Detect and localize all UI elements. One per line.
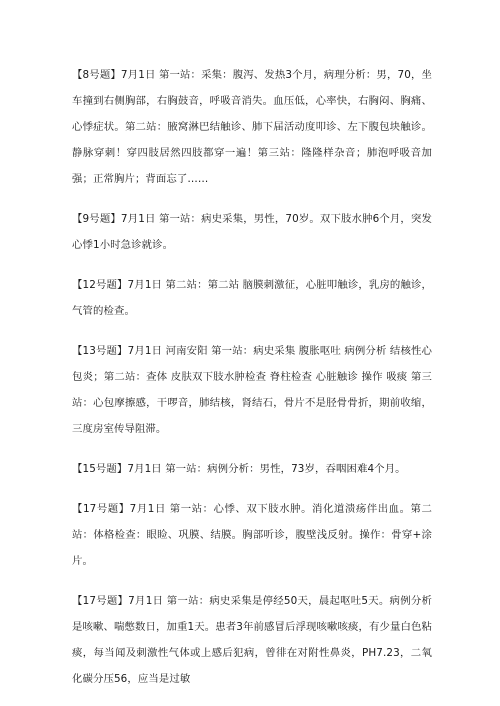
entry-text: 【17号题】7月1日 第一站：病史采集是停经50天，晨起呕吐5天。病例分析是咳嗽、喘憋数日，加重1天。患者3年前感冒后浮现咳嗽咳痰，有少量白色粘痰，每当闻及刺激性气体或上感后犯病，曾徘在对附性鼻炎，PH7.23，二氧化碳分压56，应当是过敏 (72, 595, 432, 685)
entry-15 (72, 456, 432, 482)
entry-list (72, 62, 432, 706)
entry-8 (72, 62, 432, 192)
entry-text: 【9号题】7月1日 第一站：病史采集，男性，70岁。双下肢水肿6个月，突发心悸1小时急诊就诊。 (72, 213, 432, 251)
entry-9 (72, 206, 432, 258)
entry-text: 【8号题】7月1日 第一站：采集：腹泻、发热3个月，病理分析：男，70，坐车撞到右侧胸部，右胸鼓音，呼吸音消失。血压低，心率快，右胸闷、胸痛、心悸症状。第二站：腋窝淋巴结触诊、肺下届活动度叩诊、左下腹包块触诊。静脉穿刺！穿四肢居然四肢都穿一遍！第三站：隆隆样杂音；肺泡呼吸音加强；正常胸片；背面忘了…… (72, 69, 432, 185)
entry-text: 【15号题】7月1日 第一站：病例分析：男性，73岁，吞咽困难4个月。 (72, 463, 406, 475)
entry-17b (72, 588, 432, 692)
entry-13 (72, 338, 432, 442)
entry-17a (72, 496, 432, 574)
entry-text: 【12号题】7月1日 第二站：第二站 脑膜刺激征，心脏叩触诊，乳房的触诊，气管的检查。 (72, 279, 432, 317)
entry-12 (72, 272, 432, 324)
entry-text: 【13号题】7月1日 河南安阳 第一站：病史采集 腹胀呕吐 病例分析 结核性心包炎；第二站：查体 皮肤双下肢水肿检查 脊柱检查 心脏触诊 操作 吸痰 第三站：心包摩擦感，干啰音，肺结核，肾结石，骨片不是胫骨骨折，期前收缩，三度房室传导阻滞。 (72, 345, 432, 435)
entry-text: 【17号题】7月1日 第一站：心悸、双下肢水肿。消化道溃疡伴出血。第二站：体格检查：眼睑、巩膜、结膜。胸部听诊，腹壁浅反射。操作：骨穿+涂片。 (72, 503, 432, 567)
